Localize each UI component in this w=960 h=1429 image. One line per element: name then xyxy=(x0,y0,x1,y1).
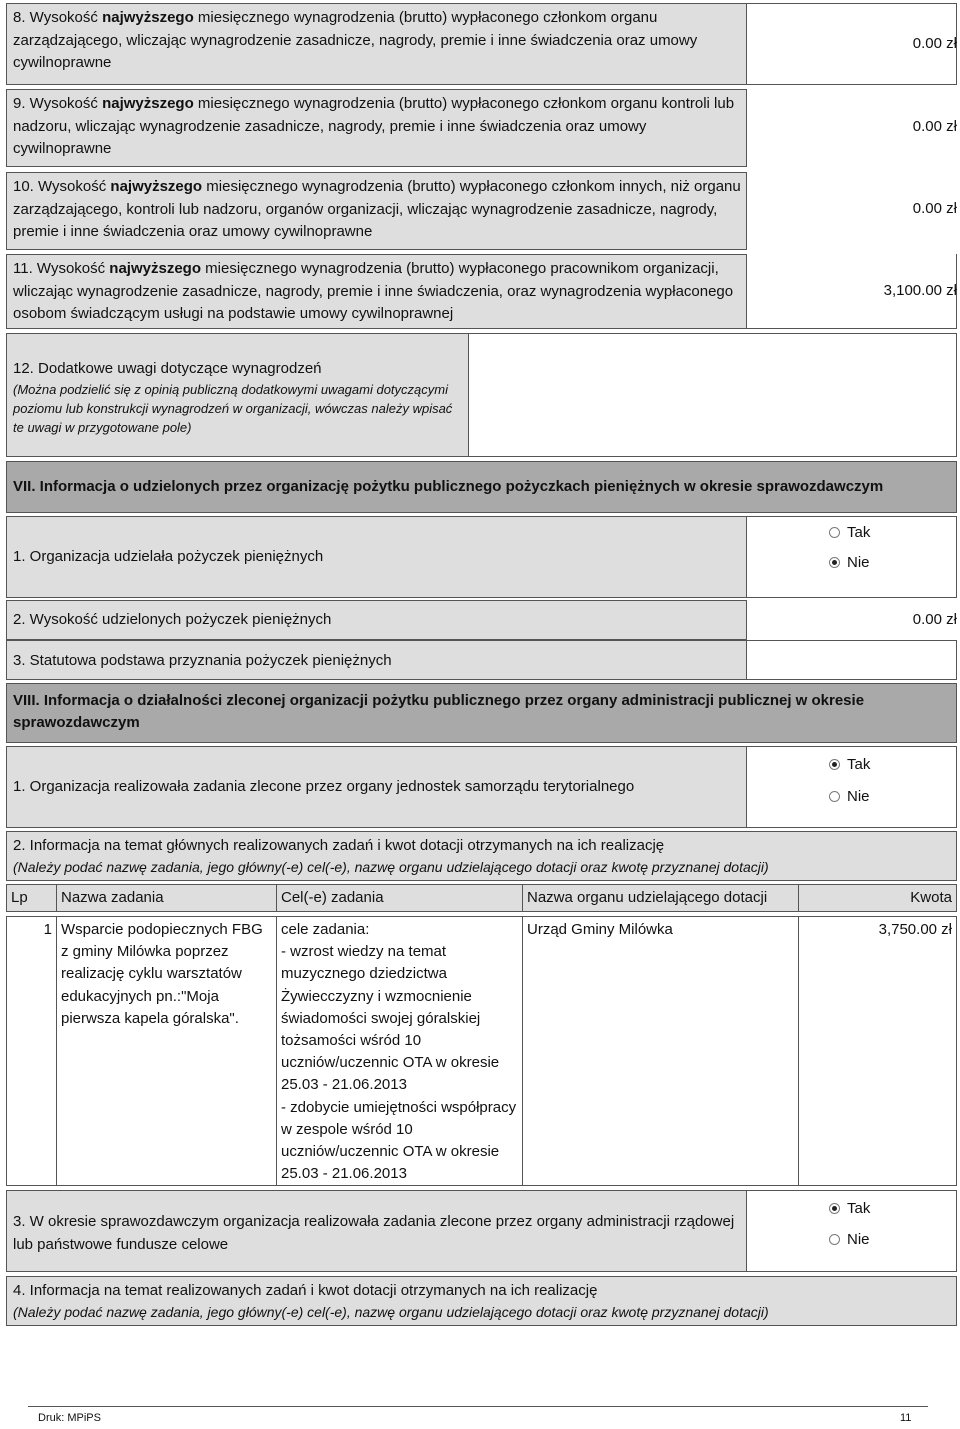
table-header-goal xyxy=(276,884,523,912)
table-cell-amount: 3,750.00 zł xyxy=(878,921,952,938)
row-12-input[interactable] xyxy=(468,333,957,457)
radio-label-nie: Nie xyxy=(847,788,870,805)
table-header-goal-text: Cel(-e) zadania xyxy=(281,889,384,906)
section-8-q3-radio-tak[interactable] xyxy=(829,1200,870,1217)
table-header-name-text: Nazwa zadania xyxy=(61,889,164,906)
radio-label-tak: Tak xyxy=(847,1200,871,1217)
section-8-q2-label xyxy=(6,831,957,881)
row-9-text-pre: Wysokość xyxy=(25,95,103,112)
section-7-heading xyxy=(6,461,957,513)
radio-unchecked-icon xyxy=(829,527,840,538)
row-12-note: (Można podzielić się z opinią publiczną dodatkowymi uwagami dotyczącymi poziomu lub konstrukcji wynagrodzeń w organizacji, wówczas należy wpisać te uwagi w przygotowane pole) xyxy=(13,382,453,435)
section-8-q4-note: (Należy podać nazwę zadania, jego główny(-e) cel(-e), nazwę organu udzielającego dotacji oraz kwotę przyznanej dotacji) xyxy=(13,1304,769,1320)
row-9-text-post: miesięcznego wynagrodzenia (brutto) wypłaconego członkom organu kontroli lub nadzoru, wliczając wynagrodzenie zasadnicze, nagrody, premie i inne świadczenia oraz umowy cywilnoprawne xyxy=(13,95,735,157)
section-8-q3-label xyxy=(6,1190,747,1272)
table-header-organ xyxy=(522,884,799,912)
table-row-organ xyxy=(522,916,799,1186)
table-cell-lp: 1 xyxy=(43,921,52,938)
footer-page-number: 11 xyxy=(900,1412,912,1424)
row-9-number: 9. xyxy=(13,95,26,112)
table-row-name xyxy=(56,916,277,1186)
row-9-value: 0.00 zł xyxy=(912,118,957,135)
row-9-text-bold: najwyższego xyxy=(102,95,194,112)
radio-unchecked-icon xyxy=(829,1234,840,1245)
section-8-heading xyxy=(6,683,957,743)
section-8-q3-radio-nie[interactable] xyxy=(829,1231,870,1248)
section-8-q1-text: 1. Organizacja realizowała zadania zlecone przez organy jednostek samorządu terytorialnego xyxy=(13,777,635,795)
section-7-q2-value: 0.00 zł xyxy=(912,611,957,628)
section-7-heading-text: VII. Informacja o udzielonych przez organizację pożytku publicznego pożyczkach pieniężnych w okresie sprawozdawczym xyxy=(13,478,884,495)
table-cell-organ: Urząd Gminy Milówka xyxy=(527,921,673,938)
section-8-q1-radio-tak[interactable] xyxy=(829,756,870,773)
row-11-value: 3,100.00 zł xyxy=(883,282,957,299)
row-11-label xyxy=(6,254,747,329)
row-8-text-bold: najwyższego xyxy=(102,9,194,26)
row-8-text-pre: Wysokość xyxy=(25,9,103,26)
table-row-goal xyxy=(276,916,523,1186)
radio-checked-icon xyxy=(829,759,840,770)
section-8-q2-text: 2. Informacja na temat głównych realizowanych zadań i kwot dotacji otrzymanych na ich realizację xyxy=(13,837,665,854)
radio-label-tak: Tak xyxy=(847,756,871,773)
section-7-q2-label xyxy=(6,600,747,640)
section-7-q3-input[interactable] xyxy=(746,640,957,680)
row-10-value: 0.00 zł xyxy=(912,200,957,217)
row-12-title: 12. Dodatkowe uwagi dotyczące wynagrodzeń xyxy=(13,360,322,377)
row-8-text-post: miesięcznego wynagrodzenia (brutto) wypłaconego członkom organu zarządzającego, wliczając wynagrodzenie zasadnicze, nagrody, premie i inne świadczenia oraz umowy cywilnoprawne xyxy=(13,9,698,71)
table-header-amount xyxy=(798,884,957,912)
section-8-q4-text: 4. Informacja na temat realizowanych zadań i kwot dotacji otrzymanych na ich realizację xyxy=(13,1282,598,1299)
radio-checked-icon xyxy=(829,1203,840,1214)
section-7-q3-text: 3. Statutowa podstawa przyznania pożyczek pieniężnych xyxy=(13,652,392,669)
section-8-q2-note: (Należy podać nazwę zadania, jego główny(-e) cel(-e), nazwę organu udzielającego dotacji oraz kwotę przyznanej dotacji) xyxy=(13,859,769,875)
table-row-amount xyxy=(798,916,957,1186)
table-header-organ-text: Nazwa organu udzielającego dotacji xyxy=(527,889,768,906)
section-8-q1-radio-nie[interactable] xyxy=(829,788,870,805)
radio-label-nie: Nie xyxy=(847,554,870,571)
section-8-heading-text: VIII. Informacja o działalności zleconej organizacji pożytku publicznego przez organy administracji publicznej w okresie sprawozdawczym xyxy=(13,692,865,731)
section-7-q1-label xyxy=(6,516,747,598)
row-11-text-bold: najwyższego xyxy=(109,260,201,277)
radio-unchecked-icon xyxy=(829,791,840,802)
table-header-lp-text: Lp xyxy=(11,889,28,906)
section-7-q2-text: 2. Wysokość udzielonych pożyczek pieniężnych xyxy=(13,611,332,628)
row-10-label xyxy=(6,172,747,250)
row-10-text-pre: Wysokość xyxy=(33,178,111,195)
row-11-text-post: miesięcznego wynagrodzenia (brutto) wypłaconego pracownikom organizacji, wliczając wynagrodzenie zasadnicze, nagrody, premie i inne świadczenia, oraz wynagrodzenia wypłaconego osobom świadczącym usługi na podstawie umowy cywilnoprawnej xyxy=(13,260,734,322)
row-8-label xyxy=(6,3,747,85)
radio-label-tak: Tak xyxy=(847,524,871,541)
section-7-q1-text: 1. Organizacja udzielała pożyczek pieniężnych xyxy=(13,547,324,565)
table-cell-name: Wsparcie podopiecznych FBG z gminy Milówka poprzez realizację cyklu warsztatów edukacyjnych pn.:"Moja pierwsza kapela góralska". xyxy=(61,921,263,1027)
row-12-label xyxy=(6,333,469,457)
radio-checked-icon xyxy=(829,557,840,568)
section-7-q1-radio-tak[interactable] xyxy=(829,524,870,541)
row-11-number: 11. xyxy=(13,260,33,277)
row-8-value: 0.00 zł xyxy=(912,35,957,52)
row-8-number: 8. xyxy=(13,9,26,26)
row-9-label xyxy=(6,89,747,167)
row-11-text-pre: Wysokość xyxy=(32,260,110,277)
section-8-q3-text: 3. W okresie sprawozdawczym organizacja realizowała zadania zlecone przez organy administracji rządowej lub państwowe fundusze celowe xyxy=(13,1213,735,1253)
row-10-text-bold: najwyższego xyxy=(110,178,203,195)
footer-print-label: Druk: MPiPS xyxy=(38,1412,101,1424)
table-row-lp xyxy=(6,916,57,1186)
footer-divider xyxy=(28,1406,928,1407)
table-cell-goal: cele zadania: - wzrost wiedzy na temat muzycznego dziedzictwa Żywiecczyzny i wzmocnienie świadomości swojej góralskiej tożsamości wśród 10 uczniów/uczennic OTA w okresie 25.03 - 21.06.2013 - zdobycie umiejętności współpracy w zespole wśród 10 uczniów/uczennic OTA w okresie 25.03 - 21.06.2013 xyxy=(281,921,517,1183)
section-7-q3-label xyxy=(6,640,747,680)
row-10-number: 10. xyxy=(13,178,34,195)
table-header-amount-text: Kwota xyxy=(910,889,952,906)
section-7-q1-radio-nie[interactable] xyxy=(829,554,870,571)
table-header-name xyxy=(56,884,277,912)
section-8-q1-label xyxy=(6,746,747,828)
table-header-lp xyxy=(6,884,57,912)
section-8-q4-label xyxy=(6,1276,957,1326)
radio-label-nie: Nie xyxy=(847,1231,870,1248)
row-10-text-post: miesięcznego wynagrodzenia (brutto) wypłaconego członkom innych, niż organu zarządzającego, kontroli lub nadzoru, organów organizacji, wliczając wynagrodzenie zasadnicze, nagrody, premie i inne świadczenia oraz umowy cywilnoprawne xyxy=(13,178,741,240)
